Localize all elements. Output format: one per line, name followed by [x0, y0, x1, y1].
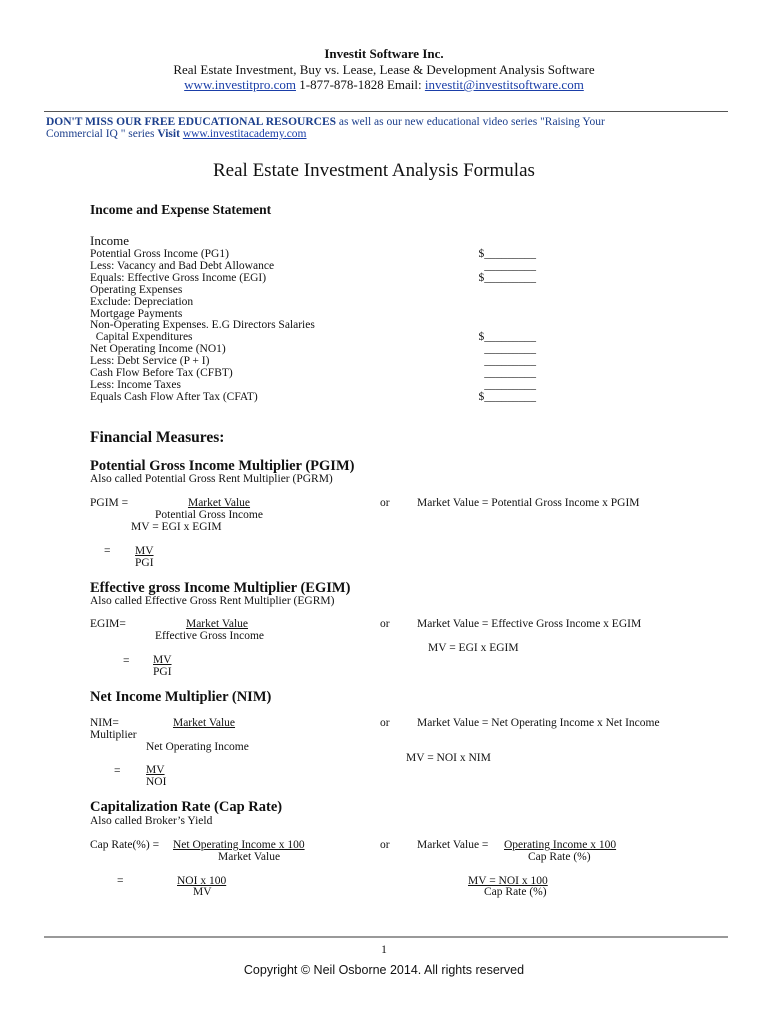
cap-rate-heading: Capitalization Rate (Cap Rate) — [90, 799, 283, 815]
income-row-label: Non-Operating Expenses. E.G Directors Salaries — [90, 319, 315, 331]
cap-rate-mv-denominator: Cap Rate (%) — [484, 886, 547, 898]
phone-email-label: 1-877-878-1828 Email: — [295, 77, 425, 92]
nim-heading: Net Income Multiplier (NIM) — [90, 689, 272, 705]
contact-line — [0, 77, 768, 93]
egim-numerator: Market Value — [185, 618, 249, 630]
nim-lhs: NIM= — [90, 717, 119, 729]
income-row-label: Operating Expenses — [90, 284, 183, 296]
promo-line-1 — [46, 116, 605, 128]
company-tagline: Real Estate Investment, Buy vs. Lease, Lease & Development Analysis Software — [173, 62, 595, 77]
pgim-heading: Potential Gross Income Multiplier (PGIM) — [90, 458, 355, 474]
pgim-eq: = — [104, 545, 111, 557]
pgim-subtitle: Also called Potential Gross Rent Multiplier (PGRM) — [90, 473, 333, 485]
income-row-blank: $_________ — [478, 331, 536, 343]
promo-line2-text: Commercial IQ " series — [46, 128, 158, 140]
nim-or: or — [380, 717, 390, 729]
egim-lhs: EGIM= — [90, 618, 126, 630]
page-number: 1 — [381, 944, 387, 956]
income-row-label: Equals Cash Flow After Tax (CFAT) — [90, 391, 258, 403]
cap-rate-subtitle: Also called Broker’s Yield — [90, 815, 213, 827]
pgim-alt-formula: Market Value = Potential Gross Income x PGIM — [417, 497, 640, 509]
promo-visit: Visit — [157, 128, 183, 140]
nim-numerator: Market Value — [172, 717, 236, 729]
income-row-blank: $_________ — [478, 248, 536, 260]
income-row-label: Less: Debt Service (P + I) — [90, 355, 210, 367]
egim-alt-formula: Market Value = Effective Gross Income x EGIM — [417, 618, 642, 630]
income-row-label: Capital Expenditures — [90, 331, 193, 343]
nim-frac-num: MV — [146, 764, 165, 776]
income-row-blank: $_________ — [478, 391, 536, 403]
promo-line-2 — [46, 128, 307, 140]
egim-mv-formula: MV = EGI x EGIM — [428, 642, 519, 654]
nim-eq: = — [114, 765, 121, 777]
cap-rate-denominator: Market Value — [218, 851, 281, 863]
pgim-mv-formula: MV = EGI x EGIM — [131, 521, 222, 533]
egim-eq: = — [123, 655, 130, 667]
nim-frac-den: NOI — [146, 776, 167, 788]
pgim-denominator: Potential Gross Income — [155, 509, 263, 521]
income-row-label: Exclude: Depreciation — [90, 296, 194, 308]
egim-heading: Effective gross Income Multiplier (EGIM) — [90, 580, 351, 596]
cap-rate-alt-numerator: Operating Income x 100 — [504, 839, 617, 851]
cap-rate-frac-num: NOI x 100 — [177, 875, 227, 887]
promo-bold: DON'T MISS OUR FREE EDUCATIONAL RESOURCES — [46, 116, 337, 128]
footer-divider — [44, 936, 728, 938]
pgim-frac-num: MV — [135, 545, 154, 557]
financial-measures-heading: Financial Measures: — [90, 429, 225, 446]
income-row-label: Mortgage Payments — [90, 308, 183, 320]
egim-denominator: Effective Gross Income — [155, 630, 264, 642]
income-row-label: Less: Vacancy and Bad Debt Allowance — [90, 260, 275, 272]
income-row-blank: _________ — [484, 260, 536, 272]
promo-rest: as well as our new educational video series "Raising Your — [336, 116, 605, 128]
nim-alt-formula: Market Value = Net Operating Income x Net Income — [417, 717, 660, 729]
egim-or: or — [380, 618, 390, 630]
income-row-blank: _________ — [484, 379, 536, 391]
pgim-or: or — [380, 497, 390, 509]
email-link[interactable]: investit@investitsoftware.com — [424, 77, 584, 92]
income-row-label: Less: Income Taxes — [90, 379, 181, 391]
income-row-label: Net Operating Income (NO1) — [90, 343, 226, 355]
academy-link[interactable]: www.investitacademy.com — [182, 128, 307, 140]
copyright: Copyright © Neil Osborne 2014. All rights reserved — [243, 963, 525, 977]
income-row-label: Potential Gross Income (PG1) — [90, 248, 229, 260]
income-row-label: Cash Flow Before Tax (CFBT) — [90, 367, 233, 379]
income-row-label: Equals: Effective Gross Income (EGI) — [90, 272, 267, 284]
website-link[interactable]: www.investitpro.com — [184, 77, 296, 92]
pgim-numerator: Market Value — [187, 497, 251, 509]
egim-frac-num: MV — [153, 654, 172, 666]
header-divider — [44, 111, 728, 112]
company-name: Investit Software Inc. — [324, 46, 444, 61]
income-subheading: Income — [90, 233, 129, 248]
income-statement-heading: Income and Expense Statement — [90, 202, 272, 217]
income-row-blank: _________ — [484, 343, 536, 355]
cap-rate-frac-den: MV — [193, 886, 212, 898]
egim-subtitle: Also called Effective Gross Rent Multiplier (EGRM) — [90, 595, 335, 607]
nim-mv-formula: MV = NOI x NIM — [406, 752, 491, 764]
nim-multiplier-label: Multiplier — [90, 729, 137, 741]
cap-rate-numerator: Net Operating Income x 100 — [173, 839, 305, 851]
income-row-blank: $_________ — [478, 272, 536, 284]
income-row-blank: _________ — [484, 367, 536, 379]
pgim-lhs: PGIM = — [90, 497, 129, 509]
page-title: Real Estate Investment Analysis Formulas — [213, 160, 535, 181]
nim-denominator: Net Operating Income — [146, 741, 249, 753]
cap-rate-or: or — [380, 839, 390, 851]
cap-rate-lhs: Cap Rate(%) = — [90, 839, 160, 851]
cap-rate-alt-lhs: Market Value = — [417, 839, 489, 851]
cap-rate-alt-denominator: Cap Rate (%) — [528, 851, 591, 863]
egim-frac-den: PGI — [153, 666, 172, 678]
cap-rate-eq: = — [117, 875, 124, 887]
pgim-frac-den: PGI — [135, 557, 154, 569]
income-row-blank: _________ — [484, 355, 536, 367]
cap-rate-mv-numerator: MV = NOI x 100 — [468, 875, 548, 887]
